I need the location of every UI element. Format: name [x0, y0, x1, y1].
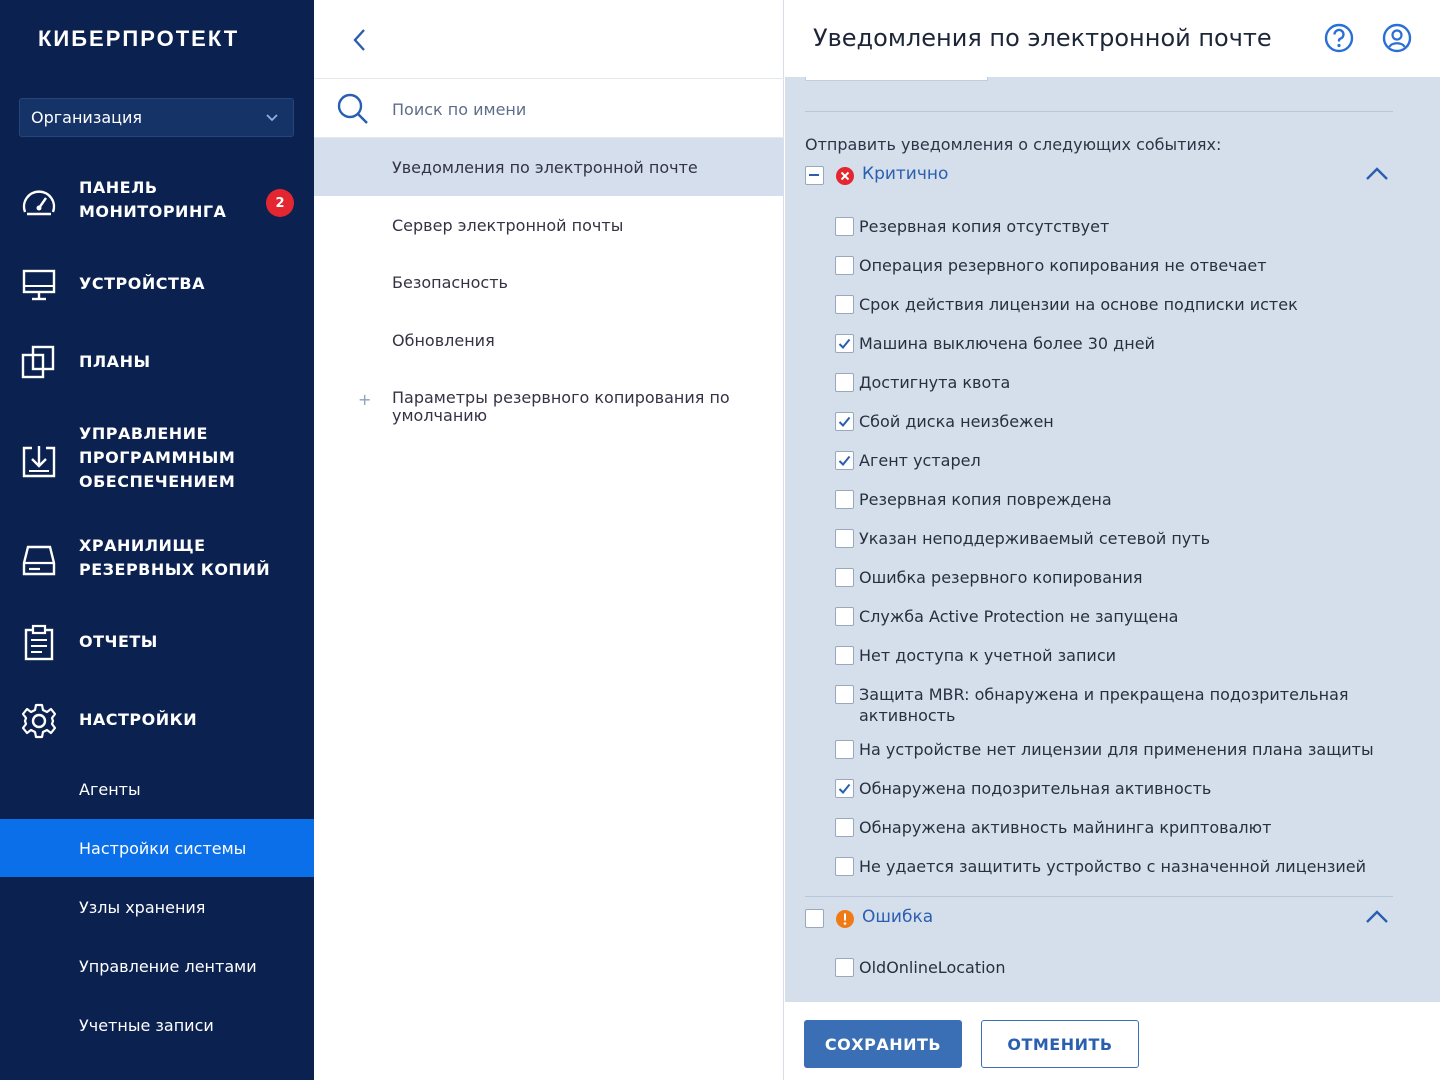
warning-exclamation-icon	[835, 909, 855, 929]
collapse-chevron-up-icon[interactable]	[1365, 908, 1389, 926]
event-label: Машина выключена более 30 дней	[859, 334, 1155, 353]
subnav-accounts[interactable]: Учетные записи	[79, 1015, 214, 1035]
event-checkbox[interactable]	[835, 490, 854, 509]
event-row[interactable]	[835, 450, 1395, 471]
notification-settings-content	[785, 77, 1440, 1001]
menu-item-email-notifications[interactable]: Уведомления по электронной почте	[314, 138, 784, 196]
monitor-icon	[20, 266, 58, 304]
event-row[interactable]	[835, 645, 1395, 666]
nav-settings-label: НАСТРОЙКИ	[79, 710, 198, 729]
event-label: Защита MBR: обнаружена и прекращена подозрительная активность	[859, 685, 1349, 725]
event-label: Операция резервного копирования не отвечает	[859, 256, 1267, 275]
subnav-storage-nodes[interactable]: Узлы хранения	[79, 897, 206, 917]
event-row[interactable]	[835, 778, 1395, 799]
collapse-chevron-up-icon[interactable]	[1365, 165, 1389, 183]
events-label: Отправить уведомления о следующих событиях:	[805, 135, 1222, 154]
checkmark-icon	[838, 337, 851, 350]
event-label: Достигнута квота	[859, 373, 1011, 392]
settings-menu-panel	[314, 0, 784, 1080]
menu-item-default-backup-options-label: Параметры резервного копирования по умолчанию	[392, 388, 730, 425]
checkmark-icon	[838, 415, 851, 428]
event-checkbox[interactable]	[835, 818, 854, 837]
event-label: Нет доступа к учетной записи	[859, 646, 1117, 665]
menu-item-updates[interactable]: Обновления	[392, 330, 495, 350]
event-label: Служба Active Protection не запущена	[859, 607, 1179, 626]
critical-group-checkbox[interactable]	[805, 166, 824, 185]
event-row[interactable]	[835, 255, 1395, 276]
back-arrow-icon[interactable]	[348, 26, 372, 54]
help-icon[interactable]	[1323, 22, 1355, 54]
plans-icon	[20, 344, 58, 382]
event-label: Срок действия лицензии на основе подписки истек	[859, 295, 1298, 314]
nav-software-management[interactable]	[0, 422, 314, 498]
sidebar	[0, 0, 314, 1080]
event-checkbox[interactable]	[835, 568, 854, 587]
gear-icon	[20, 702, 58, 740]
event-row[interactable]	[835, 684, 1395, 726]
event-label: Агент устарел	[859, 451, 981, 470]
event-checkbox-checked[interactable]	[835, 334, 854, 353]
divider	[805, 111, 1393, 112]
event-row[interactable]	[835, 957, 1395, 978]
critical-group-label: Критично	[862, 164, 949, 184]
search-icon	[336, 92, 370, 126]
critical-x-icon	[835, 166, 855, 186]
nav-monitoring-label: ПАНЕЛЬ МОНИТОРИНГА	[79, 178, 227, 221]
error-group-header	[805, 906, 1393, 932]
event-checkbox-checked[interactable]	[835, 412, 854, 431]
search-input[interactable]	[392, 93, 762, 125]
event-checkbox-checked[interactable]	[835, 451, 854, 470]
event-label: Резервная копия повреждена	[859, 490, 1112, 509]
menu-item-security[interactable]: Безопасность	[392, 272, 508, 292]
email-notifications-panel	[785, 0, 1440, 1080]
event-row[interactable]	[835, 294, 1395, 315]
user-account-icon[interactable]	[1381, 22, 1413, 54]
nav-devices[interactable]	[0, 264, 314, 304]
event-label: OldOnlineLocation	[859, 958, 1006, 977]
menu-item-default-backup-options[interactable]	[314, 389, 784, 425]
subnav-agents[interactable]: Агенты	[79, 779, 141, 799]
event-label: Сбой диска неизбежен	[859, 412, 1054, 431]
event-checkbox-checked[interactable]	[835, 779, 854, 798]
event-checkbox[interactable]	[835, 529, 854, 548]
menu-item-email-server[interactable]: Сервер электронной почты	[392, 215, 624, 235]
nav-reports[interactable]	[0, 622, 314, 662]
nav-plans[interactable]	[0, 342, 314, 382]
chevron-down-icon	[265, 110, 279, 124]
panel-header	[785, 0, 1440, 77]
save-button[interactable]: СОХРАНИТЬ	[804, 1020, 962, 1068]
reports-clipboard-icon	[20, 624, 58, 662]
event-row[interactable]	[835, 817, 1395, 838]
app-logo[interactable]: КИБЕРПРОТЕКТ	[38, 26, 240, 51]
action-footer	[785, 1001, 1440, 1080]
event-checkbox[interactable]	[835, 256, 854, 275]
event-row[interactable]	[835, 567, 1395, 588]
event-checkbox[interactable]	[835, 958, 854, 977]
expand-plus-icon[interactable]: +	[358, 390, 372, 409]
organization-select-value: Организация	[31, 108, 143, 127]
error-group-label: Ошибка	[862, 907, 934, 927]
event-row[interactable]	[835, 739, 1395, 760]
cancel-button[interactable]: ОТМЕНИТЬ	[981, 1020, 1139, 1068]
divider	[805, 896, 1393, 897]
event-row[interactable]	[835, 216, 1395, 237]
page-title: Уведомления по электронной почте	[813, 24, 1272, 52]
event-row[interactable]	[835, 489, 1395, 510]
event-checkbox[interactable]	[835, 740, 854, 759]
search-bar	[314, 78, 784, 138]
event-checkbox[interactable]	[835, 295, 854, 314]
event-checkbox[interactable]	[835, 373, 854, 392]
nav-backup-storage[interactable]	[0, 534, 314, 586]
event-label: Не удается защитить устройство с назначенной лицензией	[859, 857, 1367, 876]
organization-select[interactable]	[19, 98, 294, 137]
critical-group-header	[805, 163, 1393, 189]
event-row[interactable]	[835, 528, 1395, 549]
event-label: Резервная копия отсутствует	[859, 217, 1110, 236]
checkmark-icon	[838, 454, 851, 467]
checkmark-icon	[838, 782, 851, 795]
event-label: Ошибка резервного копирования	[859, 568, 1143, 587]
subnav-tape-management[interactable]: Управление лентами	[79, 956, 257, 976]
scrolled-field-edge	[805, 77, 988, 81]
event-row[interactable]	[835, 333, 1395, 354]
nav-settings[interactable]	[0, 700, 314, 740]
nav-reports-label: ОТЧЕТЫ	[79, 632, 158, 651]
event-checkbox[interactable]	[835, 607, 854, 626]
event-row[interactable]	[835, 411, 1395, 432]
event-checkbox[interactable]	[835, 646, 854, 665]
software-download-icon	[20, 442, 58, 480]
nav-software-management-label: УПРАВЛЕНИЕ ПРОГРАММНЫМ ОБЕСПЕЧЕНИЕМ	[79, 424, 236, 491]
storage-drive-icon	[20, 541, 58, 579]
alerts-count-badge: 2	[266, 189, 294, 217]
event-row[interactable]	[835, 606, 1395, 627]
event-checkbox[interactable]	[835, 685, 854, 704]
dashboard-gauge-icon	[20, 184, 58, 222]
event-label: Обнаружена подозрительная активность	[859, 779, 1212, 798]
event-row[interactable]	[835, 856, 1395, 877]
event-label: Указан неподдерживаемый сетевой путь	[859, 529, 1211, 548]
event-label: На устройстве нет лицензии для применения плана защиты	[859, 740, 1374, 759]
event-row[interactable]	[835, 372, 1395, 393]
event-checkbox[interactable]	[835, 217, 854, 236]
event-checkbox[interactable]	[835, 857, 854, 876]
subnav-system-settings[interactable]: Настройки системы	[0, 819, 314, 877]
nav-devices-label: УСТРОЙСТВА	[79, 274, 205, 293]
nav-plans-label: ПЛАНЫ	[79, 352, 151, 371]
nav-backup-storage-label: ХРАНИЛИЩЕ РЕЗЕРВНЫХ КОПИЙ	[79, 536, 271, 579]
event-label: Обнаружена активность майнинга криптовалют	[859, 818, 1272, 837]
error-group-checkbox[interactable]	[805, 909, 824, 928]
